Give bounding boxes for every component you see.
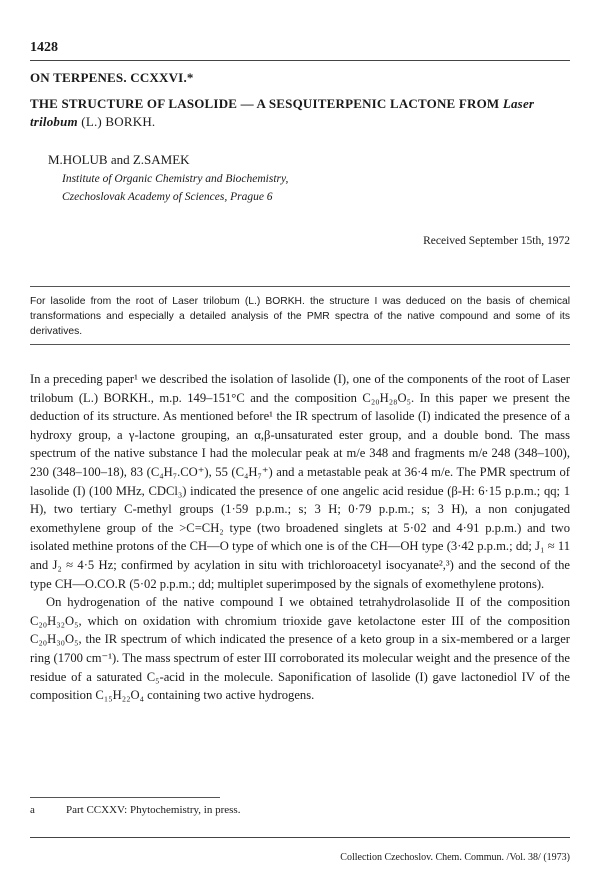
title-main: THE STRUCTURE OF LASOLIDE — A SESQUITERPENIC LACTONE FROM [30,96,500,111]
body-paragraph-1: In a preceding paper¹ we described the isolation of lasolide (I), one of the components of the root of Laser trilobum (L.) BORKH., m.p. 149–151°C and the composition C₂₀H₂₈O₅. In this paper we present the deduction of its structure. As mentioned before¹ the IR spectrum of lasolide (I) indicated the presence of a hydroxy group, a γ-lactone grouping, an α,β-unsaturated ester group, and a double bond. The mass spectrum of the native substance I had the molecular peak at m/e 348 and fragments m/e 248 (348–100), 230 (348–100–18), 83 (C₄H₇.CO⁺), 55 (C₄H₇⁺) and a metastable peak at 36·4 m/e. The PMR spectrum of lasolide (I) (100 MHz, CDCl₃) indicated the presence of one angelic acid residue (β-H: 6·15 p.p.m.; qq; 1 H), two tertiary C-methyl groups (1·59 p.p.m.; s; 3 H; 0·79 p.p.m.; s; 3 H), a non conjugated exomethylene group of the >C=CH₂ type (two broadened singlets at 5·02 and 4·91 p.p.m.) and two isolated methine protons of the CH—O type of which one is of the CH—OH type (3·42 p.p.m.; dd; J₁ ≈ 11 and J₂ ≈ 4·5 Hz; confirmed by acylation in situ with trichloroacetyl isocyanate²,³) and the second of the type CH—O.CO.R (5·02 p.p.m.; dd; multiplet superimposed by the signals of exomethylene protons). [30,372,570,591]
affiliation-line-2: Czechoslovak Academy of Sciences, Prague 6 [62,191,273,203]
footnote [30,804,240,816]
body-text [30,370,570,705]
footnote-marker: a [30,804,35,816]
article-title [30,95,570,131]
affiliation-line-1: Institute of Organic Chemistry and Biochemistry, [62,173,289,185]
header-rule [30,60,570,61]
title-species: Laser trilobum [30,96,535,129]
footnote-rule [30,797,220,798]
title-authority: (L.) BORKH. [81,114,156,129]
page-number: 1428 [30,40,58,55]
footnote-text: Part CCXXV: Phytochemistry, in press. [66,804,241,816]
authors: M.HOLUB and Z.SAMEK [48,152,190,167]
series-title: ON TERPENES. CCXXVI.* [30,70,194,85]
received-date: Received September 15th, 1972 [423,235,570,247]
abstract-bottom-rule [30,344,570,345]
body-paragraph-2: On hydrogenation of the native compound I we obtained tetrahydrolasolide II of the composition C₂₀H₃₂O₅, which on oxidation with chromium trioxide gave ketolactone ester III of the composition C₂₀H₃₀O₅, the IR spectrum of which indicated the presence of a keto group in a six-membered or a larger ring (1700 cm⁻¹). The mass spectrum of ester III corroborated its molecular weight and the presence of the residue of a saturated C₅-acid in the molecule. Saponification of lasolide (I) gave lactonediol IV of the composition C₁₅H₂₂O₄ containing two active hydrogens. [30,595,570,703]
journal-citation: Collection Czechoslov. Chem. Commun. /Vol. 38/ (1973) [340,852,570,863]
abstract-top-rule [30,286,570,287]
abstract: For lasolide from the root of Laser trilobum (L.) BORKH. the structure I was deduced on the basis of chemical transformations and especially a detailed analysis of the PMR spectra of the native compound and some of its derivatives. [30,296,570,337]
journal-rule [30,837,570,838]
